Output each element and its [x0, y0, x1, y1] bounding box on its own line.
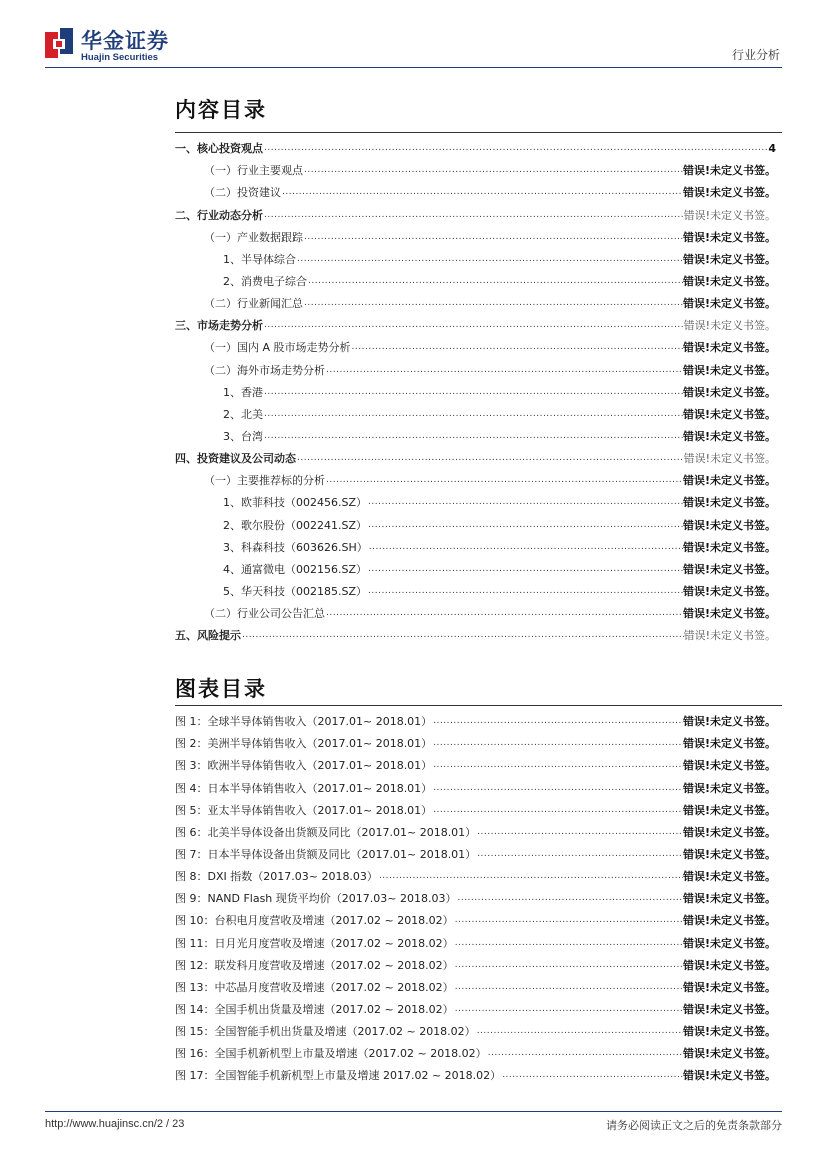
leader-dots: [433, 804, 683, 818]
leader-dots: [368, 496, 683, 510]
toc-entry-label: 五、风险提示: [175, 629, 241, 643]
leader-dots: [264, 408, 683, 422]
toc-entry-page: 错误!未定义书签。: [682, 584, 776, 598]
figure-entry-label: 图 7：日本半导体设备出货额及同比（2017.01~ 2018.01）: [175, 847, 477, 861]
toc-entry-page: 错误!未定义书签。: [682, 252, 776, 266]
leader-dots: [488, 1047, 683, 1061]
toc-entry-label: （二）行业新闻汇总: [204, 297, 303, 311]
toc-entry-label: 3、台湾: [223, 429, 263, 443]
toc-entry-page: 错误!未定义书签。: [682, 385, 776, 399]
figure-entry[interactable]: [175, 796, 776, 818]
toc-entry[interactable]: [175, 178, 776, 200]
huajin-logo-icon: [45, 28, 73, 60]
figure-entry[interactable]: [175, 1061, 776, 1083]
toc-entry[interactable]: [175, 400, 776, 422]
leader-dots: [457, 892, 683, 906]
header-divider: [45, 67, 782, 68]
toc-entry-page: 错误!未定义书签。: [683, 319, 776, 333]
toc-entry[interactable]: [175, 444, 776, 466]
leader-dots: [352, 341, 683, 355]
figure-entry-label: 图 9：NAND Flash 现货平均价（2017.03~ 2018.03）: [175, 892, 457, 906]
figure-entry-page: 错误!未定义书签。: [682, 715, 776, 729]
company-logo: [45, 28, 180, 64]
toc-entry[interactable]: [175, 577, 776, 599]
leader-dots: [455, 959, 683, 973]
figure-entry-page: 错误!未定义书签。: [682, 847, 776, 861]
figure-entry-page: 错误!未定义书签。: [682, 958, 776, 972]
leader-dots: [368, 585, 683, 599]
leader-dots: [326, 364, 683, 378]
toc-entry[interactable]: [175, 289, 776, 311]
toc-entry-label: 2、北美: [223, 407, 263, 421]
toc-entry[interactable]: [175, 378, 776, 400]
figure-entry[interactable]: [175, 729, 776, 751]
figure-entry-label: 图 4：日本半导体销售收入（2017.01~ 2018.01）: [175, 781, 433, 795]
figure-entry-page: 错误!未定义书签。: [682, 1047, 776, 1061]
figure-entry[interactable]: [175, 707, 776, 729]
leader-dots: [264, 319, 684, 333]
toc-title: 内容目录: [175, 98, 267, 122]
figure-entry-label: 图 10：台积电月度营收及增速（2017.02 ~ 2018.02）: [175, 914, 454, 928]
toc-entry[interactable]: [175, 555, 776, 577]
figure-entry[interactable]: [175, 884, 776, 906]
toc-entry[interactable]: [175, 466, 776, 488]
figure-entry-page: 错误!未定义书签。: [682, 737, 776, 751]
toc-entry-page: 错误!未定义书签。: [682, 230, 776, 244]
figure-entry-page: 错误!未定义书签。: [682, 892, 776, 906]
toc-entry-label: 1、香港: [223, 385, 263, 399]
toc-entry-page: 错误!未定义书签。: [682, 363, 776, 377]
figure-entry-label: 图 6：北美半导体设备出货额及同比（2017.01~ 2018.01）: [175, 825, 477, 839]
toc-entry-label: 2、歌尔股份（002241.SZ）: [223, 518, 368, 532]
leader-dots: [264, 386, 683, 400]
toc-entry[interactable]: [175, 333, 776, 355]
leader-dots: [455, 937, 683, 951]
figure-entry[interactable]: [175, 951, 776, 973]
figure-entry[interactable]: [175, 1039, 776, 1061]
toc-entry-page: 错误!未定义书签。: [683, 452, 776, 466]
figure-entry-label: 图 12：联发科月度营收及增速（2017.02 ~ 2018.02）: [175, 958, 454, 972]
toc-entry-label: （一）国内 A 股市场走势分析: [204, 341, 351, 355]
figures-list: [175, 707, 776, 1083]
toc-entry-label: 4、通富微电（002156.SZ）: [223, 562, 368, 576]
toc-entry-page: 错误!未定义书签。: [682, 186, 776, 200]
figure-entry-page: 错误!未定义书签。: [682, 825, 776, 839]
figure-entry-label: 图 13：中芯晶月度营收及增速（2017.02 ~ 2018.02）: [175, 980, 454, 994]
figure-entry[interactable]: [175, 995, 776, 1017]
toc-entry-label: 2、消费电子综合: [223, 274, 307, 288]
toc-entry[interactable]: [175, 422, 776, 444]
toc-entry-page: 错误!未定义书签。: [682, 407, 776, 421]
figure-entry[interactable]: [175, 928, 776, 950]
leader-dots: [433, 782, 683, 796]
toc-entry[interactable]: [175, 599, 776, 621]
figure-entry-label: 图 8：DXI 指数（2017.03~ 2018.03）: [175, 870, 378, 884]
leader-dots: [304, 164, 683, 178]
toc-entry-label: 四、投资建议及公司动态: [175, 452, 296, 466]
toc-entry[interactable]: [175, 311, 776, 333]
toc-entry-page: 错误!未定义书签。: [682, 474, 776, 488]
toc-entry[interactable]: [175, 156, 776, 178]
toc-entry-label: （二）投资建议: [204, 186, 281, 200]
toc-entry[interactable]: [175, 510, 776, 532]
toc-entry-page: 错误!未定义书签。: [683, 208, 776, 222]
toc-entry-page: 错误!未定义书签。: [682, 429, 776, 443]
leader-dots: [264, 209, 684, 223]
figure-entry-page: 错误!未定义书签。: [682, 936, 776, 950]
figure-entry-page: 错误!未定义书签。: [682, 759, 776, 773]
toc-entry-page: 错误!未定义书签。: [682, 341, 776, 355]
footer-url-page[interactable]: http://www.huajinsc.cn/2 / 23: [45, 1118, 185, 1130]
figure-entry[interactable]: [175, 1017, 776, 1039]
leader-dots: [304, 231, 683, 245]
toc-entry-label: （一）产业数据跟踪: [204, 230, 303, 244]
logo-chinese-name: 华金证券: [81, 29, 169, 53]
figure-entry[interactable]: [175, 818, 776, 840]
toc-entry-page: 错误!未定义书签。: [682, 540, 776, 554]
figure-entry-page: 错误!未定义书签。: [682, 870, 776, 884]
figure-entry-page: 错误!未定义书签。: [682, 980, 776, 994]
leader-dots: [433, 715, 683, 729]
figure-entry[interactable]: [175, 862, 776, 884]
toc-entry-page: 错误!未定义书签。: [683, 629, 776, 643]
figure-entry-page: 错误!未定义书签。: [682, 803, 776, 817]
figure-entry[interactable]: [175, 840, 776, 862]
toc-entry-label: 5、华天科技（002185.SZ）: [223, 584, 368, 598]
toc-entry-page: 错误!未定义书签。: [682, 164, 776, 178]
leader-dots: [379, 870, 683, 884]
toc-entry-label: （二）行业公司公告汇总: [204, 607, 325, 621]
toc-entry-label: 二、行业动态分析: [175, 208, 263, 222]
leader-dots: [326, 607, 683, 621]
figure-entry[interactable]: [175, 773, 776, 795]
figure-entry-label: 图 11：日月光月度营收及增速（2017.02 ~ 2018.02）: [175, 936, 454, 950]
toc-entry[interactable]: [175, 267, 776, 289]
toc-entry-label: （一）主要推荐标的分析: [204, 474, 325, 488]
toc-entry-page: 4: [768, 142, 776, 156]
leader-dots: [455, 1003, 683, 1017]
toc-entry[interactable]: [175, 533, 776, 555]
toc-entry-label: 一、核心投资观点: [175, 142, 263, 156]
leader-dots: [264, 430, 683, 444]
leader-dots: [264, 142, 768, 156]
figure-entry-label: 图 14：全国手机出货量及增速（2017.02 ~ 2018.02）: [175, 1002, 454, 1016]
toc-entry-label: （一）行业主要观点: [204, 164, 303, 178]
toc-entry[interactable]: [175, 621, 776, 643]
leader-dots: [455, 914, 683, 928]
figure-entry-label: 图 15：全国智能手机出货量及增速（2017.02 ~ 2018.02）: [175, 1025, 476, 1039]
leader-dots: [297, 253, 683, 267]
footer-disclaimer: 请务必阅读正文之后的免责条款部分: [606, 1119, 782, 1132]
figure-entry[interactable]: [175, 906, 776, 928]
toc-entry-page: 错误!未定义书签。: [682, 607, 776, 621]
leader-dots: [502, 1069, 683, 1083]
toc-entry-label: （二）海外市场走势分析: [204, 363, 325, 377]
figure-entry-page: 错误!未定义书签。: [682, 1069, 776, 1083]
figure-entry-label: 图 17：全国智能手机新机型上市量及增速 2017.02 ~ 2018.02）: [175, 1069, 502, 1083]
figure-entry-page: 错误!未定义书签。: [682, 781, 776, 795]
report-category: 行业分析: [731, 48, 780, 62]
figure-entry-label: 图 16：全国手机新机型上市量及增速（2017.02 ~ 2018.02）: [175, 1047, 487, 1061]
leader-dots: [242, 629, 684, 643]
figures-title-rule: [175, 705, 782, 706]
toc-entry[interactable]: [175, 223, 776, 245]
toc-list: [175, 134, 776, 643]
figures-title: 图表目录: [175, 677, 267, 701]
figure-entry[interactable]: [175, 751, 776, 773]
leader-dots: [326, 474, 683, 488]
toc-entry-page: 错误!未定义书签。: [682, 518, 776, 532]
toc-entry[interactable]: [175, 245, 776, 267]
leader-dots: [282, 186, 683, 200]
figure-entry-label: 图 3：欧洲半导体销售收入（2017.01~ 2018.01）: [175, 759, 433, 773]
leader-dots: [433, 737, 683, 751]
figure-entry-page: 错误!未定义书签。: [682, 1002, 776, 1016]
figure-entry-page: 错误!未定义书签。: [682, 914, 776, 928]
leader-dots: [433, 759, 683, 773]
toc-entry-label: 3、科森科技（603626.SH）: [223, 540, 368, 554]
figure-entry-page: 错误!未定义书签。: [682, 1025, 776, 1039]
toc-entry[interactable]: [175, 488, 776, 510]
footer-divider: [45, 1111, 782, 1112]
toc-entry-page: 错误!未定义书签。: [682, 496, 776, 510]
leader-dots: [304, 297, 683, 311]
toc-title-rule: [175, 132, 782, 133]
figure-entry-label: 图 2：美洲半导体销售收入（2017.01~ 2018.01）: [175, 737, 433, 751]
toc-entry[interactable]: [175, 134, 776, 156]
toc-entry-page: 错误!未定义书签。: [682, 297, 776, 311]
logo-english-name: Huajin Securities: [81, 52, 159, 63]
figure-entry[interactable]: [175, 973, 776, 995]
toc-entry-label: 1、欧菲科技（002456.SZ）: [223, 496, 368, 510]
toc-entry[interactable]: [175, 355, 776, 377]
leader-dots: [477, 826, 683, 840]
toc-entry-page: 错误!未定义书签。: [682, 274, 776, 288]
leader-dots: [477, 1025, 683, 1039]
figure-entry-label: 图 1：全球半导体销售收入（2017.01~ 2018.01）: [175, 715, 433, 729]
toc-entry-page: 错误!未定义书签。: [682, 562, 776, 576]
leader-dots: [297, 452, 684, 466]
toc-entry-label: 三、市场走势分析: [175, 319, 263, 333]
leader-dots: [369, 541, 683, 555]
page-header: [45, 26, 782, 68]
leader-dots: [368, 519, 683, 533]
figure-entry-label: 图 5：亚太半导体销售收入（2017.01~ 2018.01）: [175, 803, 433, 817]
toc-entry-label: 1、半导体综合: [223, 252, 296, 266]
leader-dots: [368, 563, 683, 577]
toc-entry[interactable]: [175, 200, 776, 222]
leader-dots: [308, 275, 683, 289]
leader-dots: [477, 848, 683, 862]
leader-dots: [455, 981, 683, 995]
